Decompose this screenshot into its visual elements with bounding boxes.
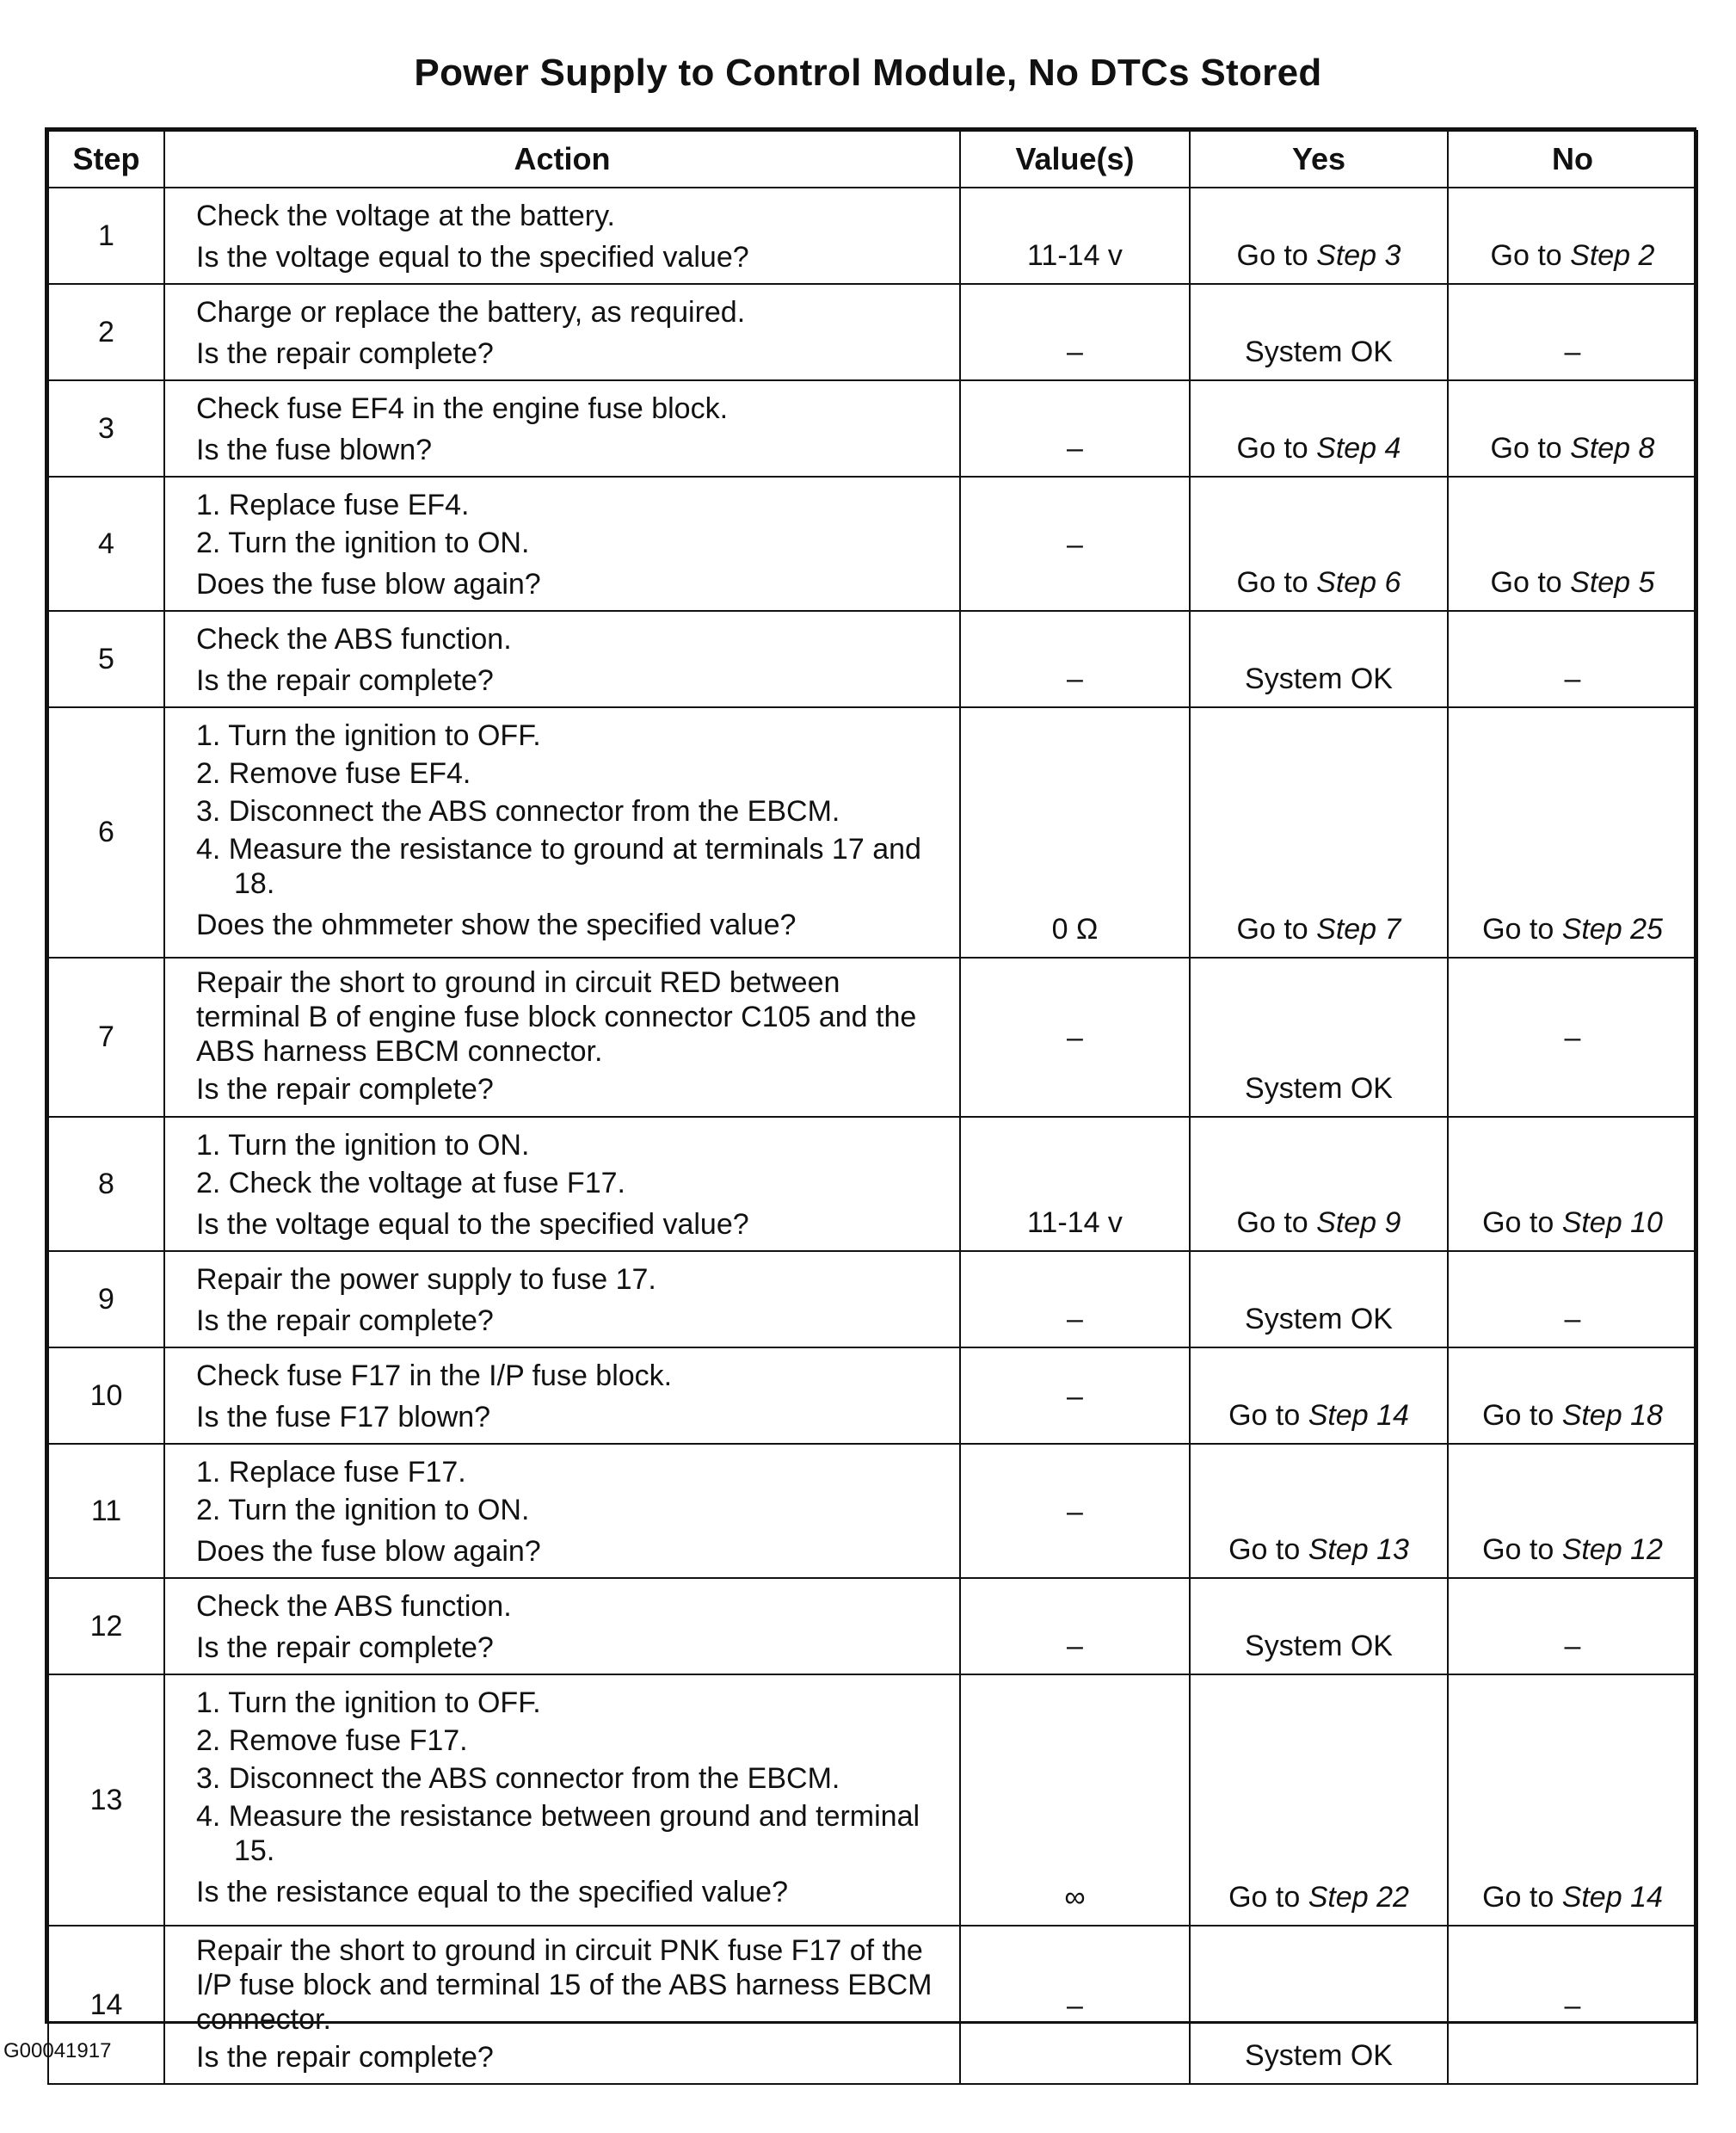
no-result-text: Go to [1482, 913, 1562, 946]
yes-result-text: System OK [1245, 663, 1393, 695]
action-line: Is the repair complete? [196, 664, 494, 697]
step-yes-result [1190, 380, 1448, 477]
step-number: 2 [48, 284, 164, 380]
no-result-text: – [1564, 663, 1581, 695]
action-line: Does the fuse blow again? [196, 568, 541, 601]
step-number: 13 [48, 1674, 164, 1926]
step-value: – [960, 1347, 1190, 1444]
yes-result-text: Go to [1228, 1533, 1308, 1566]
step-yes-result [1190, 1926, 1448, 2084]
yes-result-text: System OK [1245, 1303, 1393, 1335]
action-line: Repair the short to ground in circuit PNK fuse F17 of the I/P fuse block and terminal 15 of the ABS harness EBCM connector. [196, 1934, 933, 2036]
step-action [164, 477, 960, 611]
action-line: Is the voltage equal to the specified value? [196, 1208, 749, 1241]
header-values: Value(s) [960, 131, 1190, 188]
step-value: – [960, 1444, 1190, 1578]
action-line: Is the repair complete? [196, 2041, 494, 2074]
action-list-item: 1. Turn the ignition to OFF. [196, 719, 541, 752]
header-row [48, 131, 1697, 188]
no-result-text: – [1564, 1630, 1581, 1662]
yes-step-link: Step 6 [1316, 566, 1401, 599]
action-line: Is the repair complete? [196, 1304, 494, 1337]
action-line: Charge or replace the battery, as required. [196, 296, 746, 329]
yes-step-link: Step 14 [1308, 1399, 1409, 1432]
step-no-result [1448, 1674, 1697, 1926]
step-no-result [1448, 958, 1697, 1117]
step-no-result [1448, 284, 1697, 380]
yes-result-text: Go to [1236, 566, 1317, 599]
document-title: Power Supply to Control Module, No DTCs Stored [414, 52, 1322, 94]
action-list-item: 2. Remove fuse EF4. [196, 757, 471, 790]
action-list-item: 2. Turn the ignition to ON. [196, 1494, 530, 1526]
no-step-link: Step 25 [1561, 913, 1663, 946]
step-no-result [1448, 1117, 1697, 1251]
no-result-text: Go to [1490, 566, 1571, 599]
step-yes-result [1190, 958, 1448, 1117]
step-action [164, 1251, 960, 1347]
no-step-link: Step 18 [1561, 1399, 1663, 1432]
step-yes-result [1190, 1251, 1448, 1347]
step-no-result [1448, 380, 1697, 477]
table-row [48, 477, 1697, 611]
step-value: – [960, 611, 1190, 707]
table-row [48, 1578, 1697, 1674]
step-number: 12 [48, 1578, 164, 1674]
action-line: Is the repair complete? [196, 1073, 494, 1106]
step-action [164, 1117, 960, 1251]
step-number: 5 [48, 611, 164, 707]
step-yes-result [1190, 188, 1448, 284]
yes-result-text: Go to [1236, 432, 1317, 465]
action-list-item: 3. Disconnect the ABS connector from the EBCM. [196, 1762, 840, 1795]
no-result-text: – [1564, 1303, 1581, 1335]
step-number: 4 [48, 477, 164, 611]
action-line: Check the ABS function. [196, 1590, 512, 1623]
action-line: Is the fuse blown? [196, 434, 433, 466]
step-value: 11-14 v [960, 1117, 1190, 1251]
action-line: Is the repair complete? [196, 337, 494, 370]
step-value: – [960, 1926, 1190, 2084]
step-yes-result [1190, 284, 1448, 380]
table-row [48, 188, 1697, 284]
step-number: 6 [48, 707, 164, 958]
table-row [48, 1347, 1697, 1444]
step-number: 9 [48, 1251, 164, 1347]
step-action [164, 611, 960, 707]
yes-result-text: Go to [1228, 1881, 1308, 1914]
action-list-item: 1. Turn the ignition to OFF. [196, 1686, 541, 1719]
table-row [48, 958, 1697, 1117]
action-line: Check the ABS function. [196, 623, 512, 656]
table-row [48, 284, 1697, 380]
step-no-result [1448, 1347, 1697, 1444]
yes-step-link: Step 3 [1316, 239, 1401, 272]
table-row [48, 611, 1697, 707]
action-line: Is the fuse F17 blown? [196, 1401, 491, 1433]
step-yes-result [1190, 1578, 1448, 1674]
no-step-link: Step 10 [1561, 1206, 1663, 1239]
step-number: 11 [48, 1444, 164, 1578]
table-row [48, 1444, 1697, 1578]
step-number: 8 [48, 1117, 164, 1251]
step-action [164, 1926, 960, 2084]
yes-step-link: Step 9 [1316, 1206, 1401, 1239]
action-line: Check the voltage at the battery. [196, 200, 615, 232]
step-no-result [1448, 188, 1697, 284]
yes-step-link: Step 22 [1308, 1881, 1409, 1914]
step-value: – [960, 958, 1190, 1117]
action-line: Repair the short to ground in circuit RED between terminal B of engine fuse block connector C105 and the ABS harness EBCM connector. [196, 966, 917, 1068]
step-action [164, 1674, 960, 1926]
table-row [48, 1251, 1697, 1347]
header-no: No [1448, 131, 1697, 188]
step-number: 14 [48, 1926, 164, 2084]
yes-result-text: Go to [1236, 913, 1317, 946]
no-result-text: Go to [1482, 1533, 1562, 1566]
step-number: 3 [48, 380, 164, 477]
header-yes: Yes [1190, 131, 1448, 188]
action-line: Does the ohmmeter show the specified value? [196, 909, 797, 941]
step-yes-result [1190, 477, 1448, 611]
action-line: Is the repair complete? [196, 1631, 494, 1664]
step-yes-result [1190, 707, 1448, 958]
step-value: 0 Ω [960, 707, 1190, 958]
no-step-link: Step 14 [1561, 1881, 1663, 1914]
step-yes-result [1190, 611, 1448, 707]
step-no-result [1448, 707, 1697, 958]
step-no-result [1448, 477, 1697, 611]
action-list-item: 2. Remove fuse F17. [196, 1724, 468, 1757]
table-row [48, 1674, 1697, 1926]
yes-result-text: System OK [1245, 1072, 1393, 1105]
step-action [164, 958, 960, 1117]
header-action: Action [164, 131, 960, 188]
no-result-text: – [1564, 1988, 1581, 2022]
action-list-item: 4. Measure the resistance between ground and terminal 15. [196, 1800, 920, 1867]
yes-step-link: Step 7 [1316, 913, 1401, 946]
yes-result-text: Go to [1236, 239, 1317, 272]
no-result-text: – [1564, 336, 1581, 368]
action-line: Check fuse F17 in the I/P fuse block. [196, 1359, 673, 1392]
no-result-text: – [1564, 1021, 1581, 1054]
yes-result-text: Go to [1236, 1206, 1317, 1239]
table-row [48, 1117, 1697, 1251]
yes-result-text: System OK [1245, 2039, 1393, 2072]
no-step-link: Step 8 [1570, 432, 1655, 465]
action-list-item: 2. Check the voltage at fuse F17. [196, 1167, 625, 1199]
table-row [48, 707, 1697, 958]
step-no-result [1448, 1926, 1697, 2084]
step-action [164, 707, 960, 958]
table-body [48, 188, 1697, 2084]
step-action [164, 188, 960, 284]
header-step: Step [48, 131, 164, 188]
step-action [164, 284, 960, 380]
step-number: 10 [48, 1347, 164, 1444]
action-list-item: 1. Turn the ignition to ON. [196, 1129, 530, 1162]
step-action [164, 1444, 960, 1578]
step-yes-result [1190, 1347, 1448, 1444]
yes-result-text: System OK [1245, 1630, 1393, 1662]
no-result-text: Go to [1482, 1881, 1562, 1914]
table-row [48, 1926, 1697, 2084]
no-step-link: Step 2 [1570, 239, 1655, 272]
step-no-result [1448, 1444, 1697, 1578]
step-value: – [960, 1251, 1190, 1347]
step-value: ∞ [960, 1674, 1190, 1926]
step-action [164, 380, 960, 477]
no-result-text: Go to [1482, 1399, 1562, 1432]
table-row [48, 380, 1697, 477]
action-line: Does the fuse blow again? [196, 1535, 541, 1568]
no-result-text: Go to [1490, 239, 1571, 272]
step-number: 1 [48, 188, 164, 284]
step-no-result [1448, 611, 1697, 707]
no-result-text: Go to [1490, 432, 1571, 465]
step-yes-result [1190, 1117, 1448, 1251]
step-action [164, 1578, 960, 1674]
action-list-item: 3. Disconnect the ABS connector from the EBCM. [196, 795, 840, 828]
no-step-link: Step 12 [1561, 1533, 1663, 1566]
yes-step-link: Step 4 [1316, 432, 1401, 465]
step-value: – [960, 1578, 1190, 1674]
step-action [164, 1347, 960, 1444]
yes-step-link: Step 13 [1308, 1533, 1409, 1566]
yes-result-text: Go to [1228, 1399, 1308, 1432]
action-list-item: 1. Replace fuse F17. [196, 1456, 466, 1489]
step-value: – [960, 477, 1190, 611]
no-result-text: Go to [1482, 1206, 1562, 1239]
yes-result-text: System OK [1245, 336, 1393, 368]
step-value: – [960, 284, 1190, 380]
action-line: Is the voltage equal to the specified value? [196, 241, 749, 274]
step-no-result [1448, 1578, 1697, 1674]
action-list-item: 1. Replace fuse EF4. [196, 489, 470, 521]
action-line: Is the resistance equal to the specified value? [196, 1876, 788, 1908]
diagnostic-table [47, 130, 1698, 2085]
action-line: Check fuse EF4 in the engine fuse block. [196, 392, 729, 425]
step-value: 11-14 v [960, 188, 1190, 284]
step-number: 7 [48, 958, 164, 1117]
step-value: – [960, 380, 1190, 477]
step-no-result [1448, 1251, 1697, 1347]
action-line: Repair the power supply to fuse 17. [196, 1263, 656, 1296]
no-step-link: Step 5 [1570, 566, 1655, 599]
figure-code: G00041917 [3, 2039, 112, 2062]
action-list-item: 2. Turn the ignition to ON. [196, 527, 530, 559]
action-list-item: 4. Measure the resistance to ground at terminals 17 and 18. [196, 833, 921, 900]
step-yes-result [1190, 1444, 1448, 1578]
step-yes-result [1190, 1674, 1448, 1926]
